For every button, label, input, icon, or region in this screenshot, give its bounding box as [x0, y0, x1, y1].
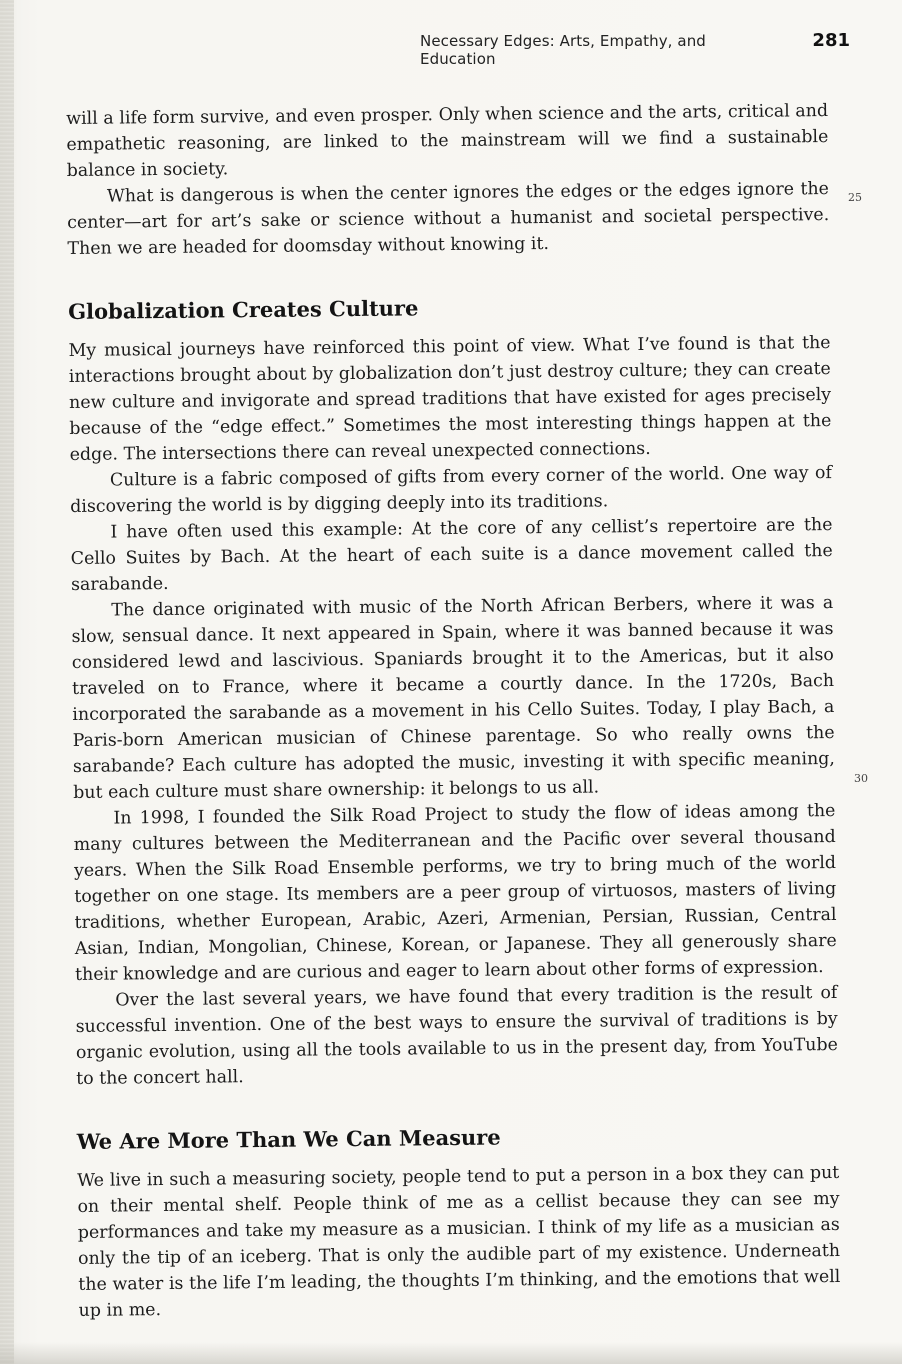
section-heading-globalization: Globalization Creates Culture — [68, 295, 419, 324]
paragraph: The dance originated with music of the North African Berbers, where it was a slow, sensual dance. It next appeared in Spain, where it was banned because it was considered lewd and lascivious. Spaniards brought it to the Americas, but it also traveled on to France, where it became a courtly dance. In the 1720s, Bach incorporated the sarabande as a movement in his Cello Suites. Today, I play Bach, a Paris-born American musician of Chinese parentage. So who really owns the sarabande? Each culture has adopted the music, investing it with specific meaning, but each culture must share ownership: it belongs to us all. — [71, 592, 835, 803]
body-text — [66, 98, 841, 1324]
paragraph: Over the last several years, we have found that every tradition is the result of successful invention. One of the best ways to ensure the survival of traditions is by organic evolution, using all the tools available to us in the present day, from YouTube to the concert hall. — [75, 982, 838, 1089]
paragraph: Culture is a fabric composed of gifts from every corner of the world. One way of discovering the world is by digging deeply into its traditions. — [70, 463, 832, 517]
running-head — [420, 30, 860, 68]
page-bottom-shadow — [0, 1342, 902, 1364]
paragraph: In 1998, I founded the Silk Road Project to study the flow of ideas among the many cultures between the Mediterranean and the Pacific over several thousand years. When the Silk Road Ensemble performs, we try to bring much of the world together on one stage. Its members are a peer group of virtuosos, masters of living traditions, whether European, Arabic, Azeri, Armenian, Persian, Russian, Central Asian, Indian, Mongolian, Chinese, Korean, or Japanese. They all generously share their knowledge and are curious and eager to learn about other forms of expression. — [73, 800, 837, 985]
page-number: 281 — [812, 30, 850, 51]
line-number-30: 30 — [854, 772, 868, 785]
section-heading-measure: We Are More Than We Can Measure — [76, 1124, 501, 1154]
paragraph-dangerous: What is dangerous is when the center ignores the edges or the edges ignore the center—art for art’s sake or science without a humanist and societal perspective. Then we are headed for doomsday without knowing it. — [67, 179, 830, 259]
paragraph: My musical journeys have reinforced this point of view. What I’ve found is that the interactions brought about by globalization don’t just destroy culture; they can create new culture and invigorate and spread traditions that have existed for ages precisely because of the “edge effect.” Sometimes the most interesting things happen at the edge. The intersections there can reveal unexpected connections. — [68, 333, 832, 465]
page-gutter-shadow — [0, 0, 14, 1364]
running-head-title: Necessary Edges: Arts, Empathy, and Education — [420, 32, 706, 68]
paragraph-continued: will a life form survive, and even prosper. Only when science and the arts, critical and empathetic reasoning, are linked to the mainstream will we find a sustainable balance in society. — [66, 101, 829, 181]
line-number-25: 25 — [848, 191, 862, 204]
paragraph: We live in such a measuring society, people tend to put a person in a box they can put on their mental shelf. People think of me as a cellist because they can see my performances and take my measure as a musician. I think of my life as a musician as only the tip of an iceberg. That is only the audible part of my existence. Underneath the water is the life I’m leading, the thoughts I’m thinking, and the emotions that well up in me. — [77, 1162, 841, 1321]
paragraph: I have often used this example: At the core of any cellist’s repertoire are the Cello Suites by Bach. At the heart of each suite is a dance movement called the sarabande. — [70, 514, 833, 595]
